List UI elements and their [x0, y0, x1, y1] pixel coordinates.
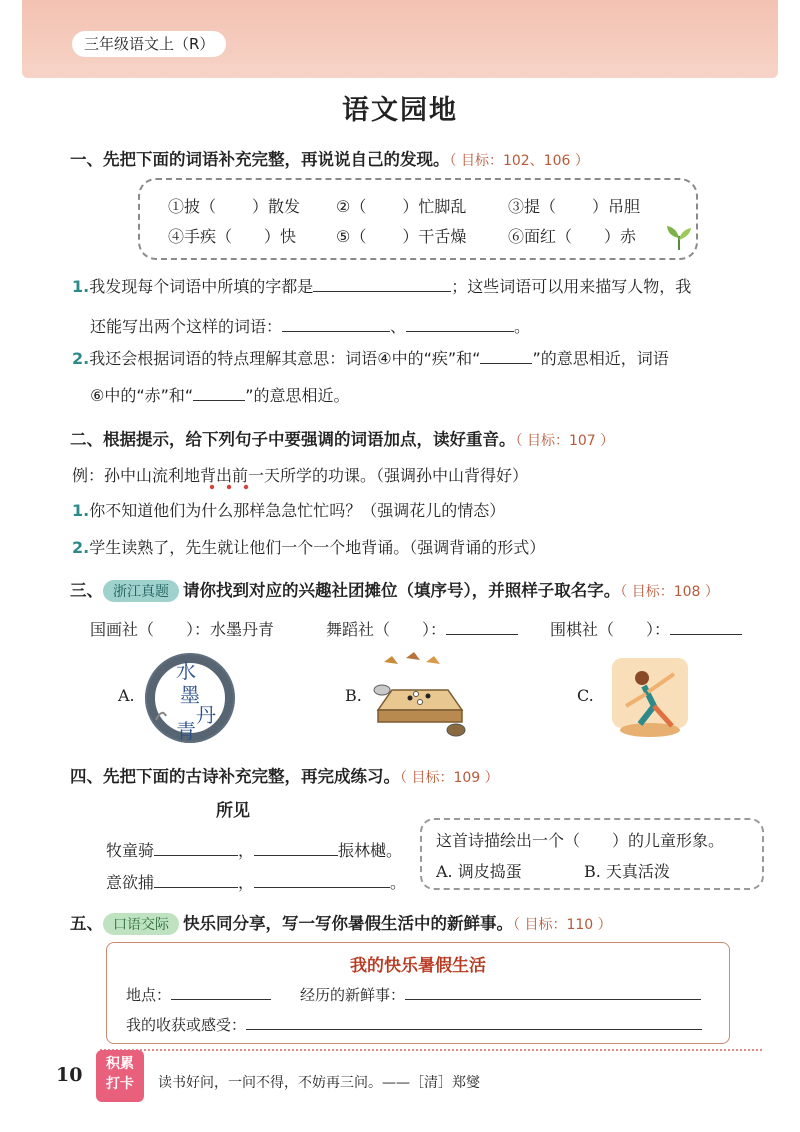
section-2-title: 二、根据提示，给下列句子中要强调的词语加点，读好重音。: [70, 430, 516, 449]
label-c: C.: [577, 686, 594, 705]
svg-text:水: 水: [176, 659, 196, 683]
feel-blank[interactable]: [246, 1029, 702, 1030]
section-3-heading: 三、 浙江真题 请你找到对应的兴趣社团摊位（填序号），并照样子取名字。（ 目标：108 ）: [70, 581, 719, 600]
summer-box-title: 我的快乐暑假生活: [350, 956, 486, 976]
footer-quote: 读书好问，一问不得，不妨再三问。——［清］郑燮: [158, 1075, 480, 1091]
poem-blank-2[interactable]: [254, 855, 338, 856]
section-3-title: 请你找到对应的兴趣社团摊位（填序号），并照样子取名字。: [183, 581, 621, 600]
club-wudao: 舞蹈社（ ）：: [326, 617, 518, 640]
header-wave: [22, 64, 778, 86]
s1-q1-line2: 还能写出两个这样的词语： 、 。: [90, 317, 531, 336]
event-field: 经历的新鲜事：: [300, 984, 701, 1005]
s1-q2-blank1[interactable]: [480, 363, 532, 364]
s1-q2-blank2[interactable]: [193, 400, 245, 401]
section-1-title: 一、先把下面的词语补充完整，再说说自己的发现。: [70, 150, 450, 169]
section-2-goal: （ 目标：107 ）: [515, 433, 615, 449]
poem-option-a[interactable]: A. 调皮捣蛋: [436, 862, 522, 881]
s2-q2: 2.学生读熟了，先生就让他们一个一个地背诵。（强调背诵的形式）: [72, 538, 546, 557]
badge-line-2: 打卡: [106, 1076, 134, 1092]
poem-option-b[interactable]: B. 天真活泼: [584, 862, 670, 881]
page-title: 语文园地: [342, 95, 458, 126]
s1-q1-blank1[interactable]: [313, 291, 451, 292]
book-tag: 三年级语文上（R）: [72, 31, 226, 57]
emphasis-dots: [202, 483, 262, 491]
word-item-3: ③提（ ）吊胆: [508, 197, 641, 216]
poem-blank-3[interactable]: [154, 887, 238, 888]
club-wudao-blank[interactable]: [446, 634, 518, 635]
label-a: A.: [118, 686, 135, 705]
badge-line-1: 积累: [106, 1056, 134, 1072]
s1-q1-line1: 1.我发现每个词语中所填的字都是 ；这些词语可以用来描写人物，我: [72, 277, 692, 296]
s2-example: 例：孙中山流利地背出前一天所学的功课。（强调孙中山背得好）: [72, 466, 529, 485]
event-blank[interactable]: [405, 999, 701, 1000]
section-1-heading: [70, 146, 589, 170]
club-weiqi-blank[interactable]: [670, 634, 742, 635]
poem-line-1: 牧童骑 ， 振林樾。: [106, 841, 403, 860]
place-field: 地点：: [126, 984, 271, 1005]
page-number: 10: [56, 1064, 83, 1086]
place-blank[interactable]: [171, 999, 271, 1000]
s1-q1-blank2[interactable]: [282, 331, 390, 332]
section-1-goal: （ 目标：102、106 ）: [449, 153, 589, 169]
section-4-heading: [70, 763, 499, 787]
svg-text:丹: 丹: [196, 703, 216, 727]
svg-text:墨: 墨: [180, 683, 200, 707]
section-2-heading: [70, 426, 614, 450]
club-weiqi: 围棋社（ ）：: [550, 617, 742, 640]
word-item-1: ①披（ ）散发: [168, 197, 301, 216]
svg-text:青: 青: [176, 719, 196, 743]
zhejiang-tag: 浙江真题: [103, 580, 179, 602]
sprout-icon: [664, 222, 694, 252]
poem-title: 所见: [216, 801, 250, 821]
go-board-image: [370, 648, 470, 744]
poem-blank-4[interactable]: [254, 887, 390, 888]
club-guohua: 国画社（ ）：水墨丹青: [90, 620, 275, 639]
section-4-title: 四、先把下面的古诗补充完整，再完成练习。: [70, 767, 400, 786]
poem-line-2: 意欲捕 ， 。: [106, 873, 407, 892]
section-5-goal: （ 目标：110 ）: [513, 917, 612, 933]
poem-blank-1[interactable]: [154, 855, 238, 856]
section-4-goal: （ 目标：109 ）: [400, 770, 499, 786]
poem-question: 这首诗描绘出一个（ ）的儿童形象。: [436, 831, 725, 850]
ink-seal-image: [140, 650, 240, 746]
section-5-heading: 五、 口语交际 快乐同分享，写一写你暑假生活中的新鲜事。（ 目标：110 ）: [70, 914, 612, 933]
section-5-title: 快乐同分享，写一写你暑假生活中的新鲜事。: [183, 914, 513, 933]
word-item-4: ④手疾（ ）快: [168, 227, 297, 246]
accumulate-badge: [96, 1050, 144, 1102]
s1-q2-line2: ⑥中的“赤”和“ ”的意思相近。: [90, 386, 350, 405]
section-3-goal: （ 目标：108 ）: [620, 584, 719, 600]
s2-q1: 1.你不知道他们为什么那样急急忙忙吗？（强调花儿的情态）: [72, 501, 506, 520]
word-item-6: ⑥面红（ ）赤: [508, 227, 637, 246]
s1-q2-line1: 2.我还会根据词语的特点理解其意思：词语④中的“疾”和“ ”的意思相近，词语: [72, 349, 669, 368]
word-fill-box: [138, 178, 698, 260]
feel-field: 我的收获或感受：: [126, 1014, 702, 1035]
dancer-image: [600, 648, 696, 744]
label-b: B.: [345, 686, 362, 705]
word-item-5: ⑤（ ）干舌燥: [336, 227, 467, 246]
footer-divider: [100, 1049, 762, 1051]
s1-q1-blank3[interactable]: [406, 331, 514, 332]
oral-tag: 口语交际: [103, 913, 179, 935]
word-item-2: ②（ ）忙脚乱: [336, 197, 467, 216]
